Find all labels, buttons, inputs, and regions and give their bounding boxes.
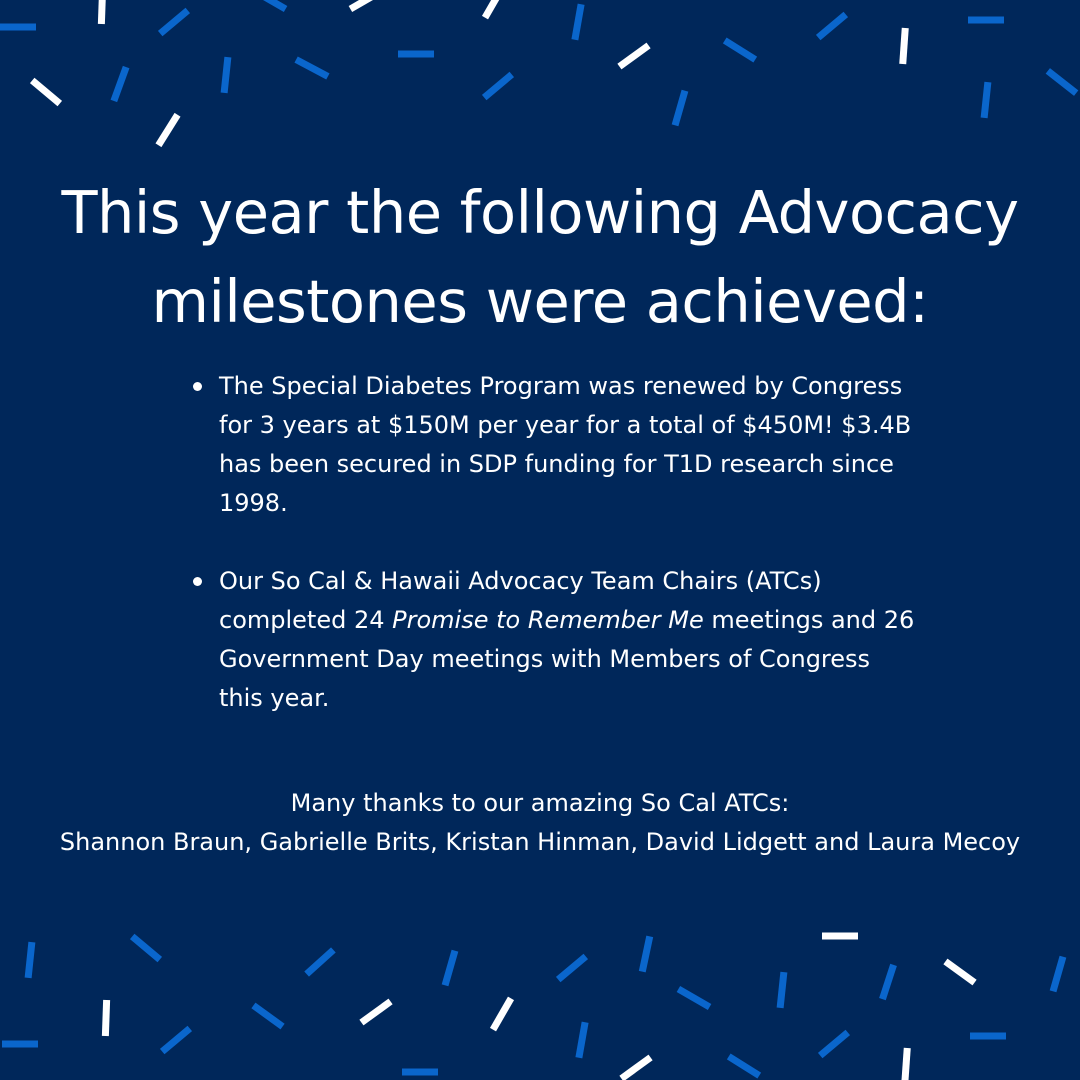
milestone-text-after: meetings and 26 Government Day meetings with Members of Congress this year. (219, 606, 915, 712)
milestone-item (190, 367, 920, 523)
headline-line-1: This year the following Advocacy (61, 178, 1019, 247)
thanks-names: Shannon Braun, Gabrielle Brits, Kristan Hinman, David Lidgett and Laura Mecoy (59, 828, 1021, 856)
milestone-text: The Special Diabetes Program was renewed by Congress for 3 years at $150M per year for a total of $450M! $3.4B has been secured in SDP funding for T1D research since 1998. (219, 372, 912, 517)
milestone-item (190, 562, 920, 718)
bullet-dot-icon (193, 577, 202, 586)
milestone-text-before: Our So Cal & Hawaii Advocacy Team Chairs (ATCs) completed 24 (219, 567, 822, 634)
headline-line-2: milestones were achieved: (151, 267, 929, 336)
bullet-dot-icon (193, 382, 202, 391)
headline (0, 168, 1080, 346)
thanks-block (0, 784, 1080, 862)
milestone-text-italic: Promise to Remember Me (392, 606, 704, 634)
milestone-list (190, 367, 920, 757)
thanks-intro: Many thanks to our amazing So Cal ATCs: (290, 789, 790, 817)
